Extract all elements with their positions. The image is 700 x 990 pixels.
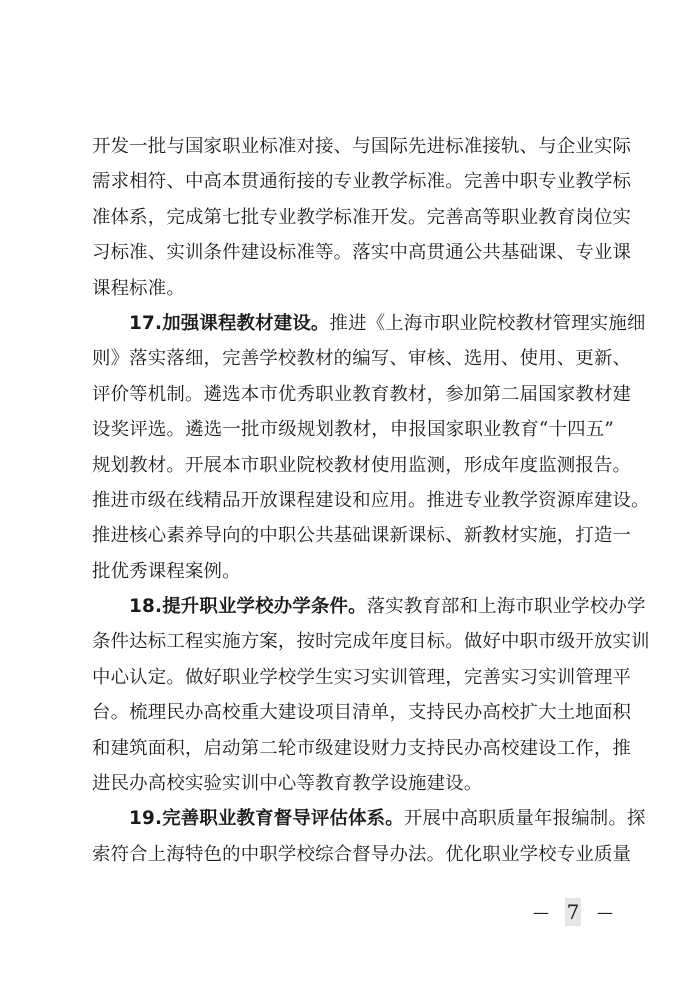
paragraph-text: 推进《上海市职业院校教材管理实施细 <box>329 312 646 334</box>
paragraph-text: 开展中高职质量年报编制。探 <box>403 808 646 830</box>
continuation-paragraph <box>92 129 632 306</box>
text-line: 推进市级在线精品开放课程建设和应用。推进专业教学资源库建设。 <box>92 489 650 511</box>
paragraph-number: 18. <box>129 596 163 618</box>
text-line: 开发一批与国家职业标准对接、与国际先进标准接轨、与企业实际 <box>92 136 632 157</box>
text-line: 条件达标工程实施方案，按时完成年度目标。做好中职市级开放实训 <box>92 631 650 653</box>
text-line: 推进核心素养导向的中职公共基础课新课标、新教材实施，打造一 <box>92 525 632 547</box>
paragraph-first-line <box>92 306 646 341</box>
page-footer <box>533 897 613 927</box>
text-line: 准体系，完成第七批专业教学标准开发。完善高等职业教育岗位实 <box>92 206 632 228</box>
text-line: 课程标准。 <box>92 277 185 299</box>
paragraph-heading: 加强课程教材建设。 <box>162 312 330 334</box>
paragraph-first-line <box>92 801 646 836</box>
text-line: 索符合上海特色的中职学校综合督导办法。优化职业学校专业质量 <box>92 843 632 865</box>
text-line: 习标准、实训条件建设标准等。落实中高贯通公共基础课、专业课 <box>92 242 632 264</box>
paragraph-heading: 提升职业学校办学条件。 <box>162 596 367 618</box>
paragraph-19 <box>92 801 646 872</box>
text-line: 规划教材。开展本市职业院校教材使用监测，形成年度监测报告。 <box>92 454 632 476</box>
text-line: 评价等机制。遴选本市优秀职业教育教材，参加第二届国家教材建 <box>92 383 632 405</box>
text-line: 和建筑面积，启动第二轮市级建设财力支持民办高校建设工作，推 <box>92 737 632 759</box>
text-line: 需求相符、中高本贯通衔接的专业教学标准。完善中职专业教学标 <box>92 171 632 193</box>
footer-dash-right: — <box>596 902 613 922</box>
text-line: 中心认定。做好职业学校学生实习实训管理，完善实习实训管理平 <box>92 666 632 688</box>
text-line: 则》落实落细，完善学校教材的编写、审核、选用、使用、更新、 <box>92 348 632 370</box>
text-line: 批优秀课程案例。 <box>92 560 241 582</box>
paragraph-number: 17. <box>129 312 163 334</box>
text-line: 设奖评选。遴选一批市级规划教材，申报国家职业教育“十四五” <box>92 419 614 441</box>
page-number: 7 <box>566 900 580 924</box>
paragraph-18 <box>92 589 650 801</box>
footer-dash-left: — <box>533 902 549 922</box>
paragraph-heading: 完善职业教育督导评估体系。 <box>162 808 404 830</box>
paragraph-number: 19. <box>129 808 163 830</box>
paragraph-first-line <box>92 589 646 624</box>
paragraph-text: 落实教育部和上海市职业学校办学 <box>366 596 646 618</box>
document-body <box>92 129 650 872</box>
text-line: 进民办高校实验实训中心等教育教学设施建设。 <box>92 773 483 795</box>
text-line: 台。梳理民办高校重大建设项目清单，支持民办高校扩大土地面积 <box>92 702 632 724</box>
paragraph-17 <box>92 306 650 589</box>
